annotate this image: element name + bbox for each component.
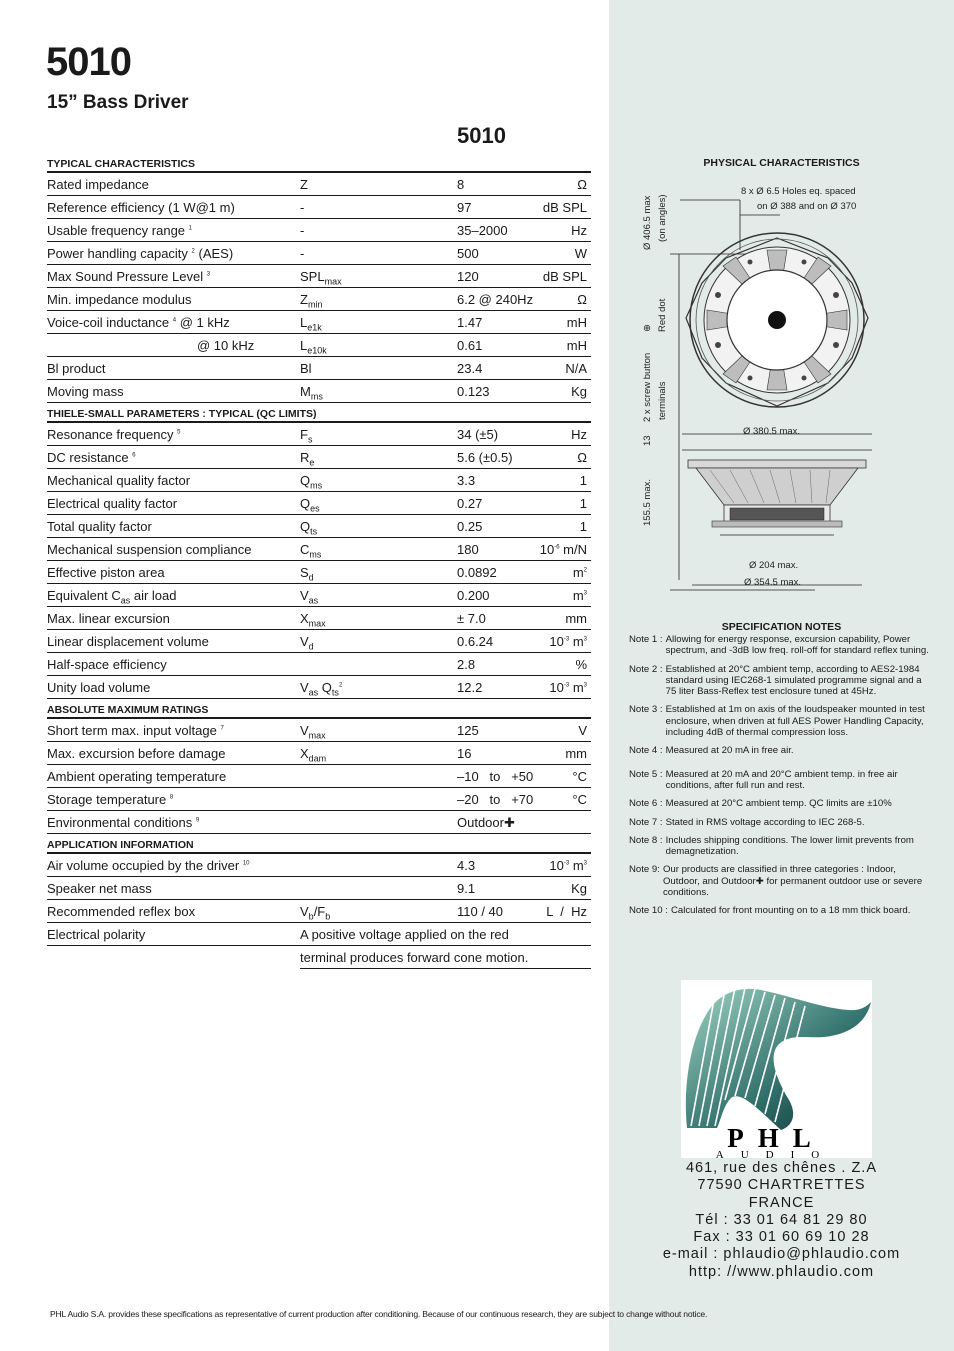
note-item: Note 3 : Established at 1m on axis of the loudspeaker mounted in test enclosure, when driven at full AES Power Handling Capacity, including 4dB of thermal compression loss. <box>629 704 925 739</box>
spec-notes <box>629 634 929 924</box>
dim-13-label: 13 <box>642 435 653 446</box>
spec-row: Usable frequency range $^1$ - 35–2000 Hz <box>47 219 591 242</box>
spec-row: Storage temperature $^8$ –20 to +70 °C <box>47 788 591 811</box>
spec-row: Short term max. input voltage $^7$ $V_{max}$ 125 V <box>47 719 591 742</box>
footer-disclaimer: PHL Audio S.A. provides these specifications as representative of current production after conditioning. Because of our continuous research, they are subject to change without notice. <box>50 1309 708 1319</box>
spec-row: Min. impedance modulus $Z_{min}$ 6.2 @ 240Hz Ω <box>47 288 591 311</box>
address-line: 77590 CHARTRETTES <box>697 1177 866 1194</box>
note-item: Note 4 : Measured at 20 mA in free air. <box>629 745 794 757</box>
spec-row: Reference efficiency (1 W@1 m) - 97 dB SPL <box>47 196 591 219</box>
driver-drawing <box>630 180 930 600</box>
logo-sub: AUDIO <box>715 1149 837 1158</box>
note-item: Note 6 : Measured at 20°C ambient temp. QC limits are ±10% <box>629 798 892 810</box>
spec-row: Bl product Bl 23.4 N/A <box>47 357 591 380</box>
depth-label: 155.5 max. <box>642 479 653 526</box>
spec-row: Voice-coil inductance $^4$ @ 1 kHz $L_{e1k}$ 1.47 mH <box>47 311 591 334</box>
terminals-label: terminals <box>657 381 668 420</box>
spec-row: Max Sound Pressure Level $^3$ $SPL_{max}$ 120 dB SPL <box>47 265 591 288</box>
note-item: Note 5 : Measured at 20 mA and 20°C ambient temp. in free air conditions, after full run and rest. <box>629 768 898 791</box>
model-title: 5010 <box>46 40 131 84</box>
dia-380-label: Ø 380.5 max. <box>743 426 801 437</box>
address-line: FRANCE <box>748 1194 815 1211</box>
phone: Tél : 33 01 64 81 29 80 <box>695 1211 868 1228</box>
website-link[interactable]: http: //www.phlaudio.com <box>688 1263 875 1280</box>
spec-row: Effective piston area $S_d$ 0.0892 $m^2$ <box>47 561 591 584</box>
section-absolute-max: ABSOLUTE MAXIMUM RATINGS <box>47 699 591 719</box>
front-view <box>686 233 868 407</box>
section-thiele-small: THIELE-SMALL PARAMETERS : TYPICAL (QC LIMITS) <box>47 403 591 423</box>
spec-row: Recommended reflex box $V_b/F_b$ 110 / 40 L / Hz <box>47 900 591 923</box>
plus-terminal-icon: ⊕ <box>642 324 653 332</box>
holes-label-1: 8 x Ø 6.5 Holes eq. spaced <box>741 186 856 197</box>
on-angles-label: (on angles) <box>657 194 668 242</box>
spec-row: Rated impedance Z 8 Ω <box>47 173 591 196</box>
note-item: Note 9: Our products are classified in three categories : Indoor, Outdoor, and Outdoor✚ for permanent outdoor use or severe conditions. <box>629 864 923 899</box>
notes-title: SPECIFICATION NOTES <box>721 621 842 633</box>
email-link[interactable]: e-mail : phlaudio@phlaudio.com <box>662 1246 901 1263</box>
spec-row: Equivalent $C_{as}$ air load $V_{as}$ 0.200 $m^3$ <box>47 584 591 607</box>
section-typical: TYPICAL CHARACTERISTICS <box>47 153 591 173</box>
spec-row: DC resistance $^6$ $R_e$ 5.6 (±0.5) Ω <box>47 446 591 469</box>
fax: Fax : 33 01 60 69 10 28 <box>693 1229 870 1246</box>
spec-row: Half-space efficiency 2.8 % <box>47 653 591 676</box>
spec-row: Ambient operating temperature –10 to +50 °C <box>47 765 591 788</box>
spec-table <box>47 153 591 969</box>
spec-row: Linear displacement volume $V_d$ 0.6.24 $10^{-3}$ $m^3$ <box>47 630 591 653</box>
spec-row: Mechanical quality factor $Q_{ms}$ 3.3 1 <box>47 469 591 492</box>
spec-row: Air volume occupied by the driver $^{10}$ 4.3 $10^{-3}$ $m^3$ <box>47 854 591 877</box>
spec-row: Power handling capacity $^2$ (AES) - 500 W <box>47 242 591 265</box>
phl-audio-logo <box>681 980 872 1158</box>
spec-row: Moving mass $M_{ms}$ 0.123 Kg <box>47 380 591 403</box>
spec-row: Max. linear excursion $X_{max}$ ± 7.0 mm <box>47 607 591 630</box>
spec-row: Resonance frequency $^5$ $F_s$ 34 (±5) Hz <box>47 423 591 446</box>
spec-row: Mechanical suspension compliance $C_{ms}$ 180 $10^{-6}$ m/N <box>47 538 591 561</box>
company-address <box>609 1160 954 1281</box>
section-application: APPLICATION INFORMATION <box>47 834 591 854</box>
spec-row: Electrical polarity A positive voltage applied on the red <box>47 923 591 946</box>
note-item: Note 2 : Established at 20°C ambient temp, according to AES2-1984 standard using IEC268-1 simulated programme signal and a 75 liter Bass-Reflex test enclosure tuned at 45Hz. <box>629 663 922 698</box>
spec-row: Unity load volume $V_{as}$ $Q_{ts}^2$ 12.2 $10^{-3}$ $m^3$ <box>47 676 591 699</box>
spec-row: Speaker net mass 9.1 Kg <box>47 877 591 900</box>
note-item: Note 8 : Includes shipping conditions. The lower limit prevents from demagnetization. <box>629 834 914 858</box>
red-dot-label: Red dot <box>657 298 668 332</box>
dia-354-label: Ø 354.5 max. <box>744 577 802 588</box>
spec-row: @ 10 kHz $L_{e10k}$ 0.61 mH <box>47 334 591 357</box>
spec-row: Max. excursion before damage $X_{dam}$ 16 mm <box>47 742 591 765</box>
logo-brand: PHL <box>727 1123 825 1153</box>
spec-row: Total quality factor $Q_{ts}$ 0.25 1 <box>47 515 591 538</box>
physical-title: PHYSICAL CHARACTERISTICS <box>703 157 860 169</box>
note-item: Note 10 : Calculated for front mounting on to a 18 mm thick board. <box>629 905 911 917</box>
address-line: 461, rue des chênes . Z.A <box>685 1160 878 1176</box>
dia-204-label: Ø 204 max. <box>749 560 799 571</box>
holes-label-2: on Ø 388 and on Ø 370 <box>757 201 857 212</box>
column-model: 5010 <box>457 123 506 148</box>
dia-max-label: Ø 406.5 max <box>642 195 653 250</box>
screw-label: 2 x screw button <box>642 352 653 422</box>
spec-row: Environmental conditions $^9$ Outdoor✚ <box>47 811 591 834</box>
note-item: Note 1 : Allowing for energy response, excursion capability, Power spectrum, and -3dB low freq. roll-off for standard reflex tuning. <box>629 634 929 657</box>
spec-row: terminal produces forward cone motion. <box>300 946 591 969</box>
model-subtitle: 15” Bass Driver <box>47 92 189 113</box>
note-item: Note 7 : Stated in RMS voltage according to IEC 268-5. <box>629 816 865 828</box>
spec-row: Electrical quality factor $Q_{es}$ 0.27 1 <box>47 492 591 515</box>
